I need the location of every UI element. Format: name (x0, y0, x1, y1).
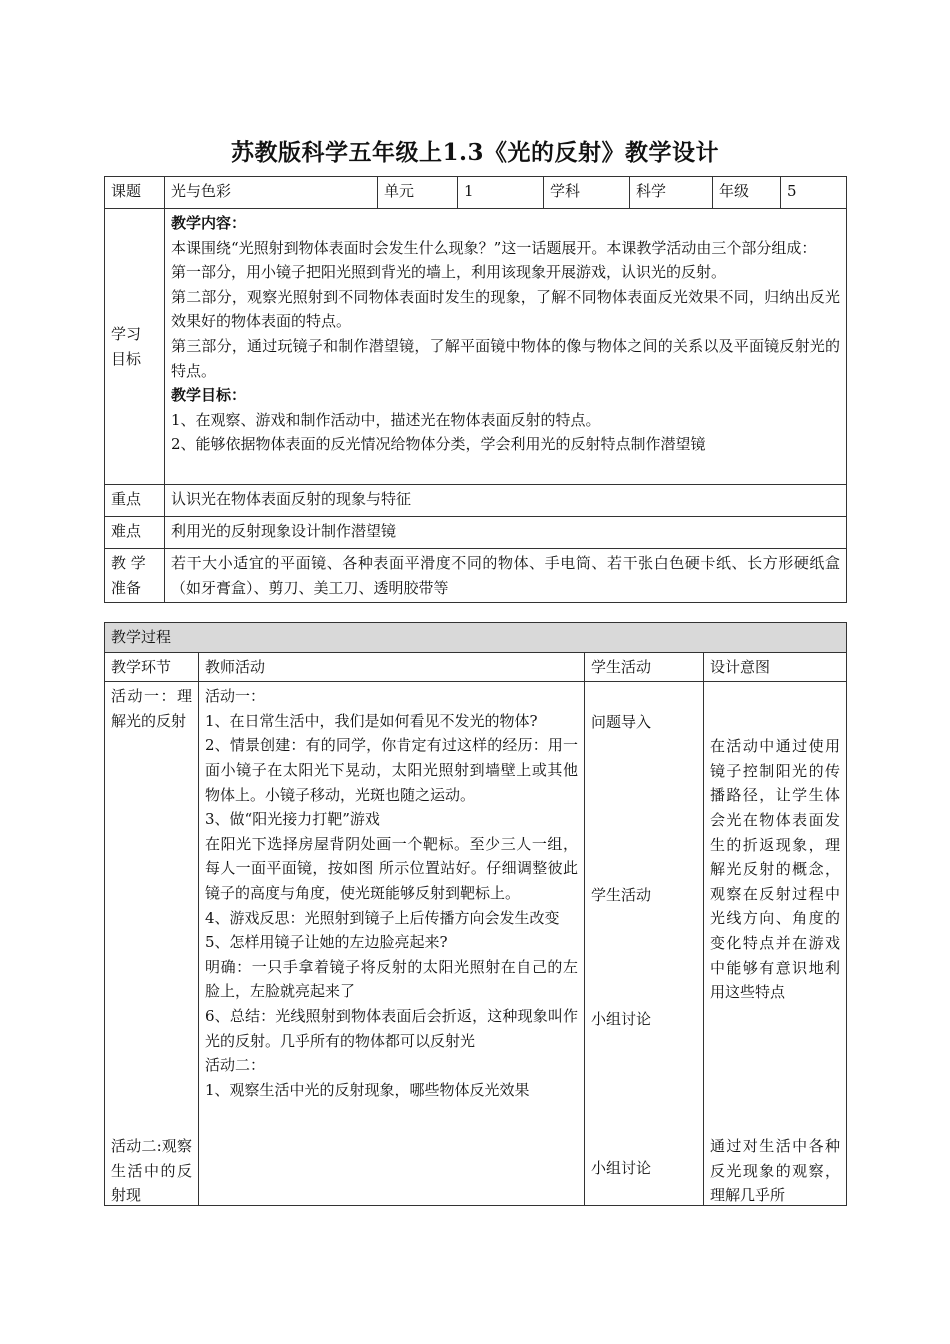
teacher-activity (199, 682, 585, 1206)
column-header: 设计意图 (704, 652, 847, 682)
student-item: 问题导入 (591, 713, 652, 732)
goals-label: 学习 目标 (105, 209, 165, 485)
grade-value: 5 (781, 177, 847, 209)
content-line: 第二部分，观察光照射到不同物体表面时发生的现象，了解不同物体表面反光效果不同，归纳出反光效果好的物体表面的特点。 (171, 287, 840, 331)
objective-heading: 教学目标： (171, 386, 247, 405)
subject-label: 学科 (544, 177, 630, 209)
teacher-line: 2、情景创建：有的同学，你肯定有过这样的经历：用一面小镜子在太阳光下晃动，太阳光照射到墙壁上或其他物体上。小镜子移动，光斑也随之运动。 (205, 736, 578, 804)
column-header: 教学环节 (105, 652, 199, 682)
teacher-line: 3、做“阳光接力打靶”游戏 (205, 810, 380, 829)
student-item: 学生活动 (591, 886, 652, 905)
objective-line: 1、在观察、游戏和制作活动中，描述光在物体表面反射的特点。 (171, 410, 601, 429)
column-header: 学生活动 (585, 652, 704, 682)
student-item: 小组讨论 (591, 1010, 652, 1029)
objective-line: 2、能够依据物体表面的反光情况给物体分类，学会利用光的反射特点制作潜望镜 (171, 435, 706, 454)
teacher-line: 明确：一只手拿着镜子将反射的太阳光照射在自己的左脸上，左脸就亮起来了 (205, 957, 578, 1001)
teacher-line: 4、游戏反思：光照射到镜子上后传播方向会发生改变 (205, 908, 560, 927)
key-point-label: 重点 (105, 485, 165, 517)
design-intent (704, 682, 847, 1206)
teacher-line: 6、总结：光线照射到物体表面后会折返，这种现象叫作光的反射。几乎所有的物体都可以反射光 (205, 1006, 578, 1050)
difficulty-label: 难点 (105, 517, 165, 549)
teacher-line: 活动二： (205, 1056, 266, 1075)
content-heading: 教学内容： (171, 214, 247, 232)
intent-2: 通过对生活中各种反光现象的观察，理解几乎所 (710, 1137, 841, 1205)
page-title: 苏教版科学五年级上1.3《光的反射》教学设计 (230, 139, 719, 166)
content-line: 第一部分，用小镜子把阳光照到背光的墙上，利用该现象开展游戏，认识光的反射。 (171, 263, 727, 282)
key-point-value: 认识光在物体表面反射的现象与特征 (165, 485, 847, 517)
column-header: 教师活动 (199, 652, 585, 682)
subject-value: 科学 (630, 177, 713, 209)
student-item: 小组讨论 (591, 1159, 652, 1178)
content-line: 第三部分，通过玩镜子和制作潜望镜，了解平面镜中物体的像与物体之间的关系以及平面镜反射光的特点。 (171, 336, 840, 380)
stage-2: 活动二:观察生活中的反射现 (111, 1137, 192, 1205)
teacher-line: 在阳光下选择房屋背阴处画一个靶标。至少三人一组，每人一面平面镜，按如图 所示位置站好。仔细调整彼此镜子的高度与角度，使光斑能够反射到靶标上。 (205, 834, 578, 902)
prep-label: 教 学 准备 (105, 549, 165, 603)
lesson-info-table (104, 176, 847, 603)
teacher-line: 活动一： (205, 687, 266, 706)
unit-label: 单元 (378, 177, 458, 209)
teacher-line: 5、怎样用镜子让她的左边脸亮起来? (205, 933, 448, 952)
grade-label: 年级 (713, 177, 781, 209)
student-activity (585, 682, 704, 1206)
process-header: 教学过程 (105, 623, 847, 653)
intent-1: 在活动中通过使用镜子控制阳光的传播路径，让学生体会光在物体表面发生的折返现象，理解光反射的概念，观察在反射过程中光线方向、角度的变化特点并在游戏中能够有意识地利用这些特点 (710, 737, 841, 1002)
unit-value: 1 (458, 177, 544, 209)
difficulty-value: 利用光的反射现象设计制作潜望镜 (165, 517, 847, 549)
course-value: 光与色彩 (165, 177, 378, 209)
content-line: 本课围绕“光照射到物体表面时会发生什么现象？”这一话题展开。本课教学活动由三个部分组成： (171, 238, 817, 257)
process-table (104, 622, 847, 1206)
stage-cell (105, 682, 199, 1206)
teacher-line: 1、观察生活中光的反射现象，哪些物体反光效果 (205, 1080, 530, 1099)
teacher-line: 1、在日常生活中，我们是如何看见不发光的物体? (205, 711, 538, 730)
stage-1: 活动一：理解光的反射 (111, 687, 192, 730)
goals-content (165, 209, 847, 485)
prep-value: 若干大小适宜的平面镜、各种表面平滑度不同的物体、手电筒、若干张白色硬卡纸、长方形硬纸盒（如牙膏盒）、剪刀、美工刀、透明胶带等 (165, 549, 847, 603)
course-label: 课题 (105, 177, 165, 209)
